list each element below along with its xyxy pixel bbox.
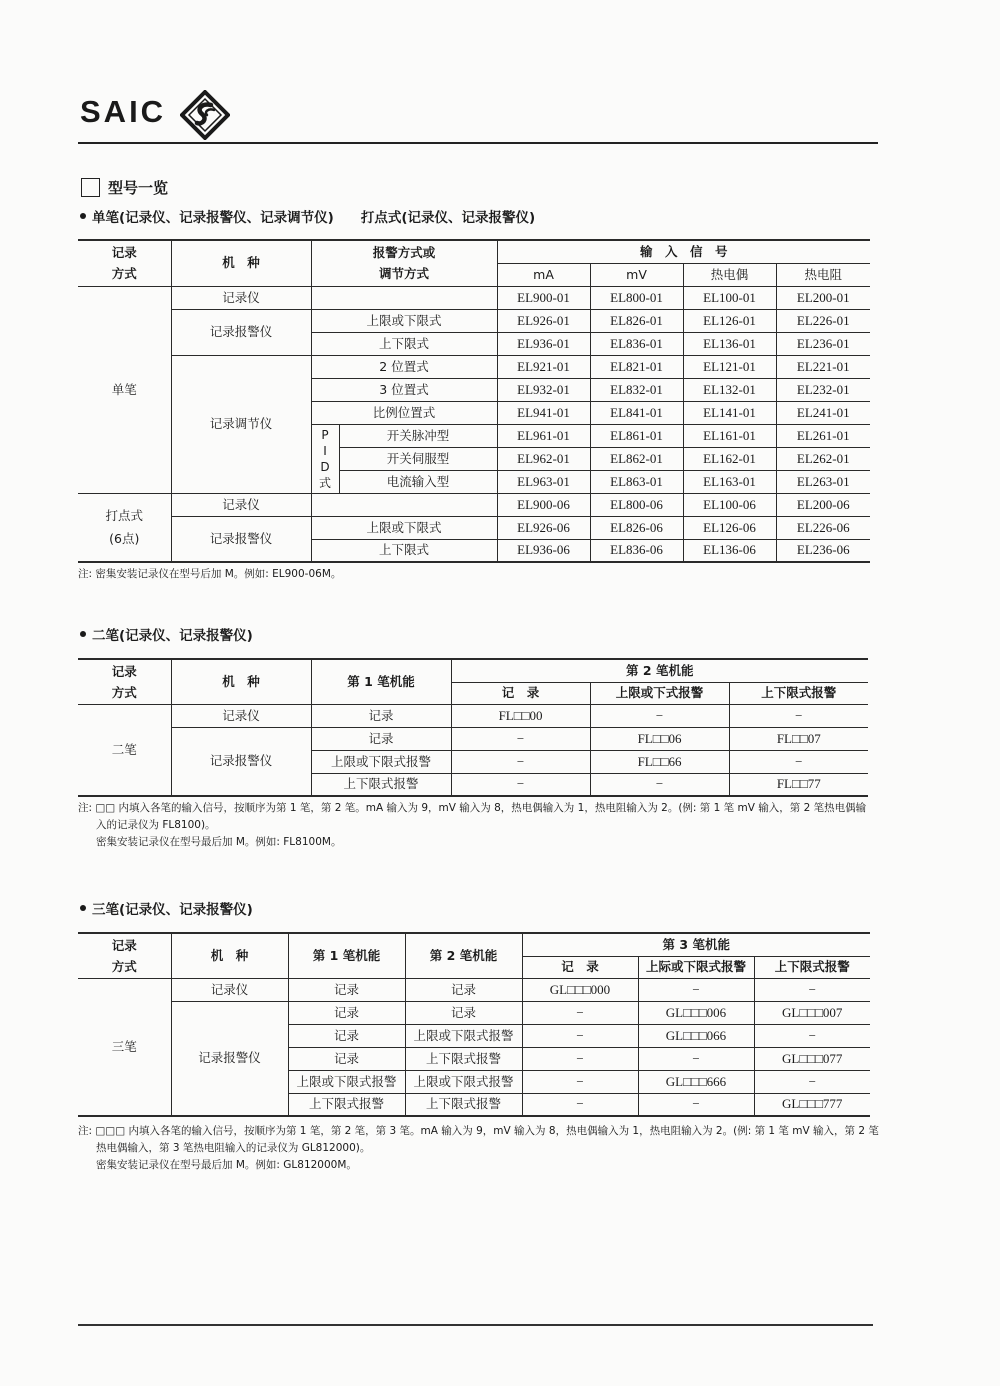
- header-pen1-function: 第 1 笔机能: [288, 933, 405, 978]
- alarm-mode: [311, 493, 497, 516]
- code-cell: EL226-06: [776, 516, 870, 539]
- header-model: 机 种: [171, 659, 311, 704]
- section1-heading: [80, 209, 535, 227]
- model-recorder: 记录仪: [171, 978, 288, 1001]
- model-recorder: 记录仪: [171, 704, 311, 727]
- section2-note-line1: 注: □□ 内填入各笔的输入信号，按顺序为第 1 笔，第 2 笔。mA 输入为 9，mV 输入为 8，热电偶输入为 1，热电阻输入为 2。(例: 第 1 笔 mV 输入，第 2 笔热电偶输: [78, 802, 867, 814]
- code-cell: EL241-01: [776, 401, 870, 424]
- code-cell: EL100-01: [683, 286, 776, 309]
- header-input-signal: 输 入 信 号: [497, 240, 870, 263]
- bullet-icon: [80, 213, 86, 219]
- header-pen2-function: 第 2 笔机能: [405, 933, 522, 978]
- code-cell: GL□□□006: [638, 1001, 754, 1024]
- footer-rule: [78, 1324, 873, 1326]
- code-cell: EL262-01: [776, 447, 870, 470]
- code-cell: EL932-01: [497, 378, 590, 401]
- code-cell: GL□□□077: [754, 1047, 870, 1070]
- control-mode: 3 位置式: [311, 378, 497, 401]
- section3-note-line1: 注: □□□ 内填入各笔的输入信号，按顺序为第 1 笔，第 2 笔，第 3 笔。mA 输入为 9，mV 输入为 8，热电偶输入为 1，热电阻输入为 2。(例: 第 1 笔 mV 输入，第 2 笔: [78, 1125, 879, 1137]
- alarm-mode: 上下限式: [311, 539, 497, 562]
- code-cell: EL836-06: [590, 539, 683, 562]
- code-cell: EL261-01: [776, 424, 870, 447]
- code-cell: FL□□66: [590, 750, 729, 773]
- code-cell: FL□□00: [451, 704, 590, 727]
- control-mode: 2 位置式: [311, 355, 497, 378]
- model-alarm-recorder: 记录报警仪: [171, 1001, 288, 1116]
- pen2-function: 上下限式报警: [405, 1047, 522, 1070]
- code-cell: GL□□□777: [754, 1093, 870, 1116]
- code-cell: −: [522, 1001, 638, 1024]
- header-pen2-high-low-alarm: 上限或下式报警: [590, 682, 729, 704]
- header-pen1-function: 第 1 笔机能: [311, 659, 451, 704]
- section3-note-line2: 热电偶输入，第 3 笔热电阻输入的记录仪为 GL812000)。: [96, 1142, 371, 1154]
- header-pen2-high-and-low-alarm: 上下限式报警: [729, 682, 868, 704]
- control-mode: 比例位置式: [311, 401, 497, 424]
- code-cell: EL826-01: [590, 309, 683, 332]
- code-cell: −: [638, 1047, 754, 1070]
- pen1-function: 上限或下限式报警: [311, 750, 451, 773]
- section3-heading: [80, 901, 253, 919]
- code-cell: EL161-01: [683, 424, 776, 447]
- pen2-function: 上下限式报警: [405, 1093, 522, 1116]
- code-cell: EL926-06: [497, 516, 590, 539]
- code-cell: EL936-01: [497, 332, 590, 355]
- code-cell: −: [754, 1070, 870, 1093]
- alarm-mode: [311, 286, 497, 309]
- header-pen2-record: 记 录: [451, 682, 590, 704]
- code-cell: GL□□□007: [754, 1001, 870, 1024]
- code-cell: EL226-01: [776, 309, 870, 332]
- header-record-mode: 记录 方式: [78, 933, 171, 978]
- code-cell: EL263-01: [776, 470, 870, 493]
- code-cell: EL141-01: [683, 401, 776, 424]
- code-cell: −: [590, 704, 729, 727]
- section3-note: [78, 1123, 879, 1174]
- saic-s-emblem-icon: [180, 90, 230, 140]
- header-model: 机 种: [171, 933, 288, 978]
- pen2-function: 记录: [405, 1001, 522, 1024]
- pen1-function: 上下限式报警: [311, 773, 451, 796]
- code-cell: −: [522, 1093, 638, 1116]
- alarm-mode: 上下限式: [311, 332, 497, 355]
- code-cell: EL921-01: [497, 355, 590, 378]
- code-cell: GL□□□066: [638, 1024, 754, 1047]
- code-cell: −: [451, 773, 590, 796]
- bullet-icon: [80, 631, 86, 637]
- code-cell: −: [754, 978, 870, 1001]
- code-cell: −: [590, 773, 729, 796]
- code-cell: −: [754, 1024, 870, 1047]
- code-cell: EL863-01: [590, 470, 683, 493]
- alarm-mode: 上限或下限式: [311, 516, 497, 539]
- pen1-function: 记录: [311, 704, 451, 727]
- header-model: 机 种: [171, 240, 311, 286]
- code-cell: FL□□77: [729, 773, 868, 796]
- header-pen3-function: 第 3 笔机能: [522, 933, 870, 956]
- section1-note: 注: 密集安装记录仪在型号后加 M。例如: EL900-06M。: [78, 568, 342, 580]
- code-cell: EL941-01: [497, 401, 590, 424]
- header-pen3-high-and-low-alarm: 上下限式报警: [754, 956, 870, 978]
- code-cell: −: [451, 750, 590, 773]
- title-checkbox-icon: [81, 178, 100, 197]
- header-pen2-function: 第 2 笔机能: [451, 659, 868, 682]
- three-pen-model-table: [78, 932, 870, 1117]
- pen1-function: 上限或下限式报警: [288, 1070, 405, 1093]
- header-record-mode: 记录 方式: [78, 240, 171, 286]
- model-control-recorder: 记录调节仪: [171, 355, 311, 493]
- single-pen-model-table: [78, 239, 870, 563]
- two-pen-model-table: [78, 658, 868, 797]
- pid-label: P I D 式: [311, 424, 339, 493]
- code-cell: EL900-01: [497, 286, 590, 309]
- control-mode: 开关脉冲型: [339, 424, 497, 447]
- code-cell: EL221-01: [776, 355, 870, 378]
- code-cell: EL800-06: [590, 493, 683, 516]
- code-cell: EL821-01: [590, 355, 683, 378]
- code-cell: EL100-06: [683, 493, 776, 516]
- group-three-pen: 三笔: [78, 978, 171, 1116]
- control-mode: 开关伺服型: [339, 447, 497, 470]
- model-alarm-recorder: 记录报警仪: [171, 309, 311, 355]
- code-cell: EL162-01: [683, 447, 776, 470]
- code-cell: −: [522, 1024, 638, 1047]
- pen1-function: 记录: [288, 1024, 405, 1047]
- code-cell: EL832-01: [590, 378, 683, 401]
- saic-logo: [80, 92, 240, 138]
- code-cell: −: [638, 1093, 754, 1116]
- code-cell: EL962-01: [497, 447, 590, 470]
- pen1-function: 记录: [288, 978, 405, 1001]
- header-input-mv: mV: [590, 263, 683, 286]
- pen1-function: 记录: [311, 727, 451, 750]
- pen2-function: 上限或下限式报警: [405, 1024, 522, 1047]
- header-rule: [78, 142, 878, 144]
- code-cell: GL□□□000: [522, 978, 638, 1001]
- code-cell: −: [451, 727, 590, 750]
- logo-text: SAIC: [80, 94, 167, 129]
- code-cell: EL200-01: [776, 286, 870, 309]
- section3-note-line3: 密集安装记录仪在型号最后加 M。例如: GL812000M。: [96, 1159, 357, 1171]
- page-title: 型号一览: [108, 179, 169, 197]
- code-cell: −: [522, 1070, 638, 1093]
- group-dot-print: 打点式 (6点): [78, 493, 171, 562]
- code-cell: EL861-01: [590, 424, 683, 447]
- group-single-pen: 单笔: [78, 286, 171, 493]
- code-cell: EL926-01: [497, 309, 590, 332]
- bullet-icon: [80, 905, 86, 911]
- code-cell: EL826-06: [590, 516, 683, 539]
- code-cell: EL841-01: [590, 401, 683, 424]
- pen2-function: 记录: [405, 978, 522, 1001]
- code-cell: EL862-01: [590, 447, 683, 470]
- model-alarm-recorder: 记录报警仪: [171, 727, 311, 796]
- code-cell: GL□□□666: [638, 1070, 754, 1093]
- code-cell: FL□□07: [729, 727, 868, 750]
- header-alarm-mode: 报警方式或 调节方式: [311, 240, 497, 286]
- pen2-function: 上限或下限式报警: [405, 1070, 522, 1093]
- header-pen3-high-low-alarm: 上际或下限式报警: [638, 956, 754, 978]
- section2-heading: [80, 627, 253, 645]
- pen1-function: 记录: [288, 1047, 405, 1070]
- section2-note-line2: 入的记录仪为 FL8100)。: [96, 819, 216, 831]
- header-pen3-record: 记 录: [522, 956, 638, 978]
- code-cell: EL126-06: [683, 516, 776, 539]
- section2-note: [78, 800, 866, 851]
- code-cell: EL200-06: [776, 493, 870, 516]
- code-cell: EL136-01: [683, 332, 776, 355]
- code-cell: EL236-06: [776, 539, 870, 562]
- model-recorder: 记录仪: [171, 286, 311, 309]
- code-cell: EL163-01: [683, 470, 776, 493]
- header-input-rtd: 热电阻: [776, 263, 870, 286]
- code-cell: EL963-01: [497, 470, 590, 493]
- code-cell: FL□□06: [590, 727, 729, 750]
- pen1-function: 上下限式报警: [288, 1093, 405, 1116]
- code-cell: EL936-06: [497, 539, 590, 562]
- code-cell: EL900-06: [497, 493, 590, 516]
- code-cell: EL836-01: [590, 332, 683, 355]
- code-cell: −: [729, 704, 868, 727]
- code-cell: −: [638, 978, 754, 1001]
- group-two-pen: 二笔: [78, 704, 171, 796]
- code-cell: EL961-01: [497, 424, 590, 447]
- header-input-thermocouple: 热电偶: [683, 263, 776, 286]
- code-cell: EL126-01: [683, 309, 776, 332]
- alarm-mode: 上限或下限式: [311, 309, 497, 332]
- code-cell: EL132-01: [683, 378, 776, 401]
- control-mode: 电流输入型: [339, 470, 497, 493]
- code-cell: −: [522, 1047, 638, 1070]
- code-cell: EL800-01: [590, 286, 683, 309]
- section1-heading-text: 单笔(记录仪、记录报警仪、记录调节仪) 打点式(记录仪、记录报警仪): [92, 210, 536, 226]
- model-recorder: 记录仪: [171, 493, 311, 516]
- section2-heading-text: 二笔(记录仪、记录报警仪): [92, 628, 253, 644]
- code-cell: −: [729, 750, 868, 773]
- header-record-mode: 记录 方式: [78, 659, 171, 704]
- model-alarm-recorder: 记录报警仪: [171, 516, 311, 562]
- header-input-ma: mA: [497, 263, 590, 286]
- section3-heading-text: 三笔(记录仪、记录报警仪): [92, 902, 253, 918]
- pen1-function: 记录: [288, 1001, 405, 1024]
- section2-note-line3: 密集安装记录仪在型号最后加 M。例如: FL8100M。: [96, 836, 342, 848]
- code-cell: EL121-01: [683, 355, 776, 378]
- code-cell: EL136-06: [683, 539, 776, 562]
- code-cell: EL236-01: [776, 332, 870, 355]
- code-cell: EL232-01: [776, 378, 870, 401]
